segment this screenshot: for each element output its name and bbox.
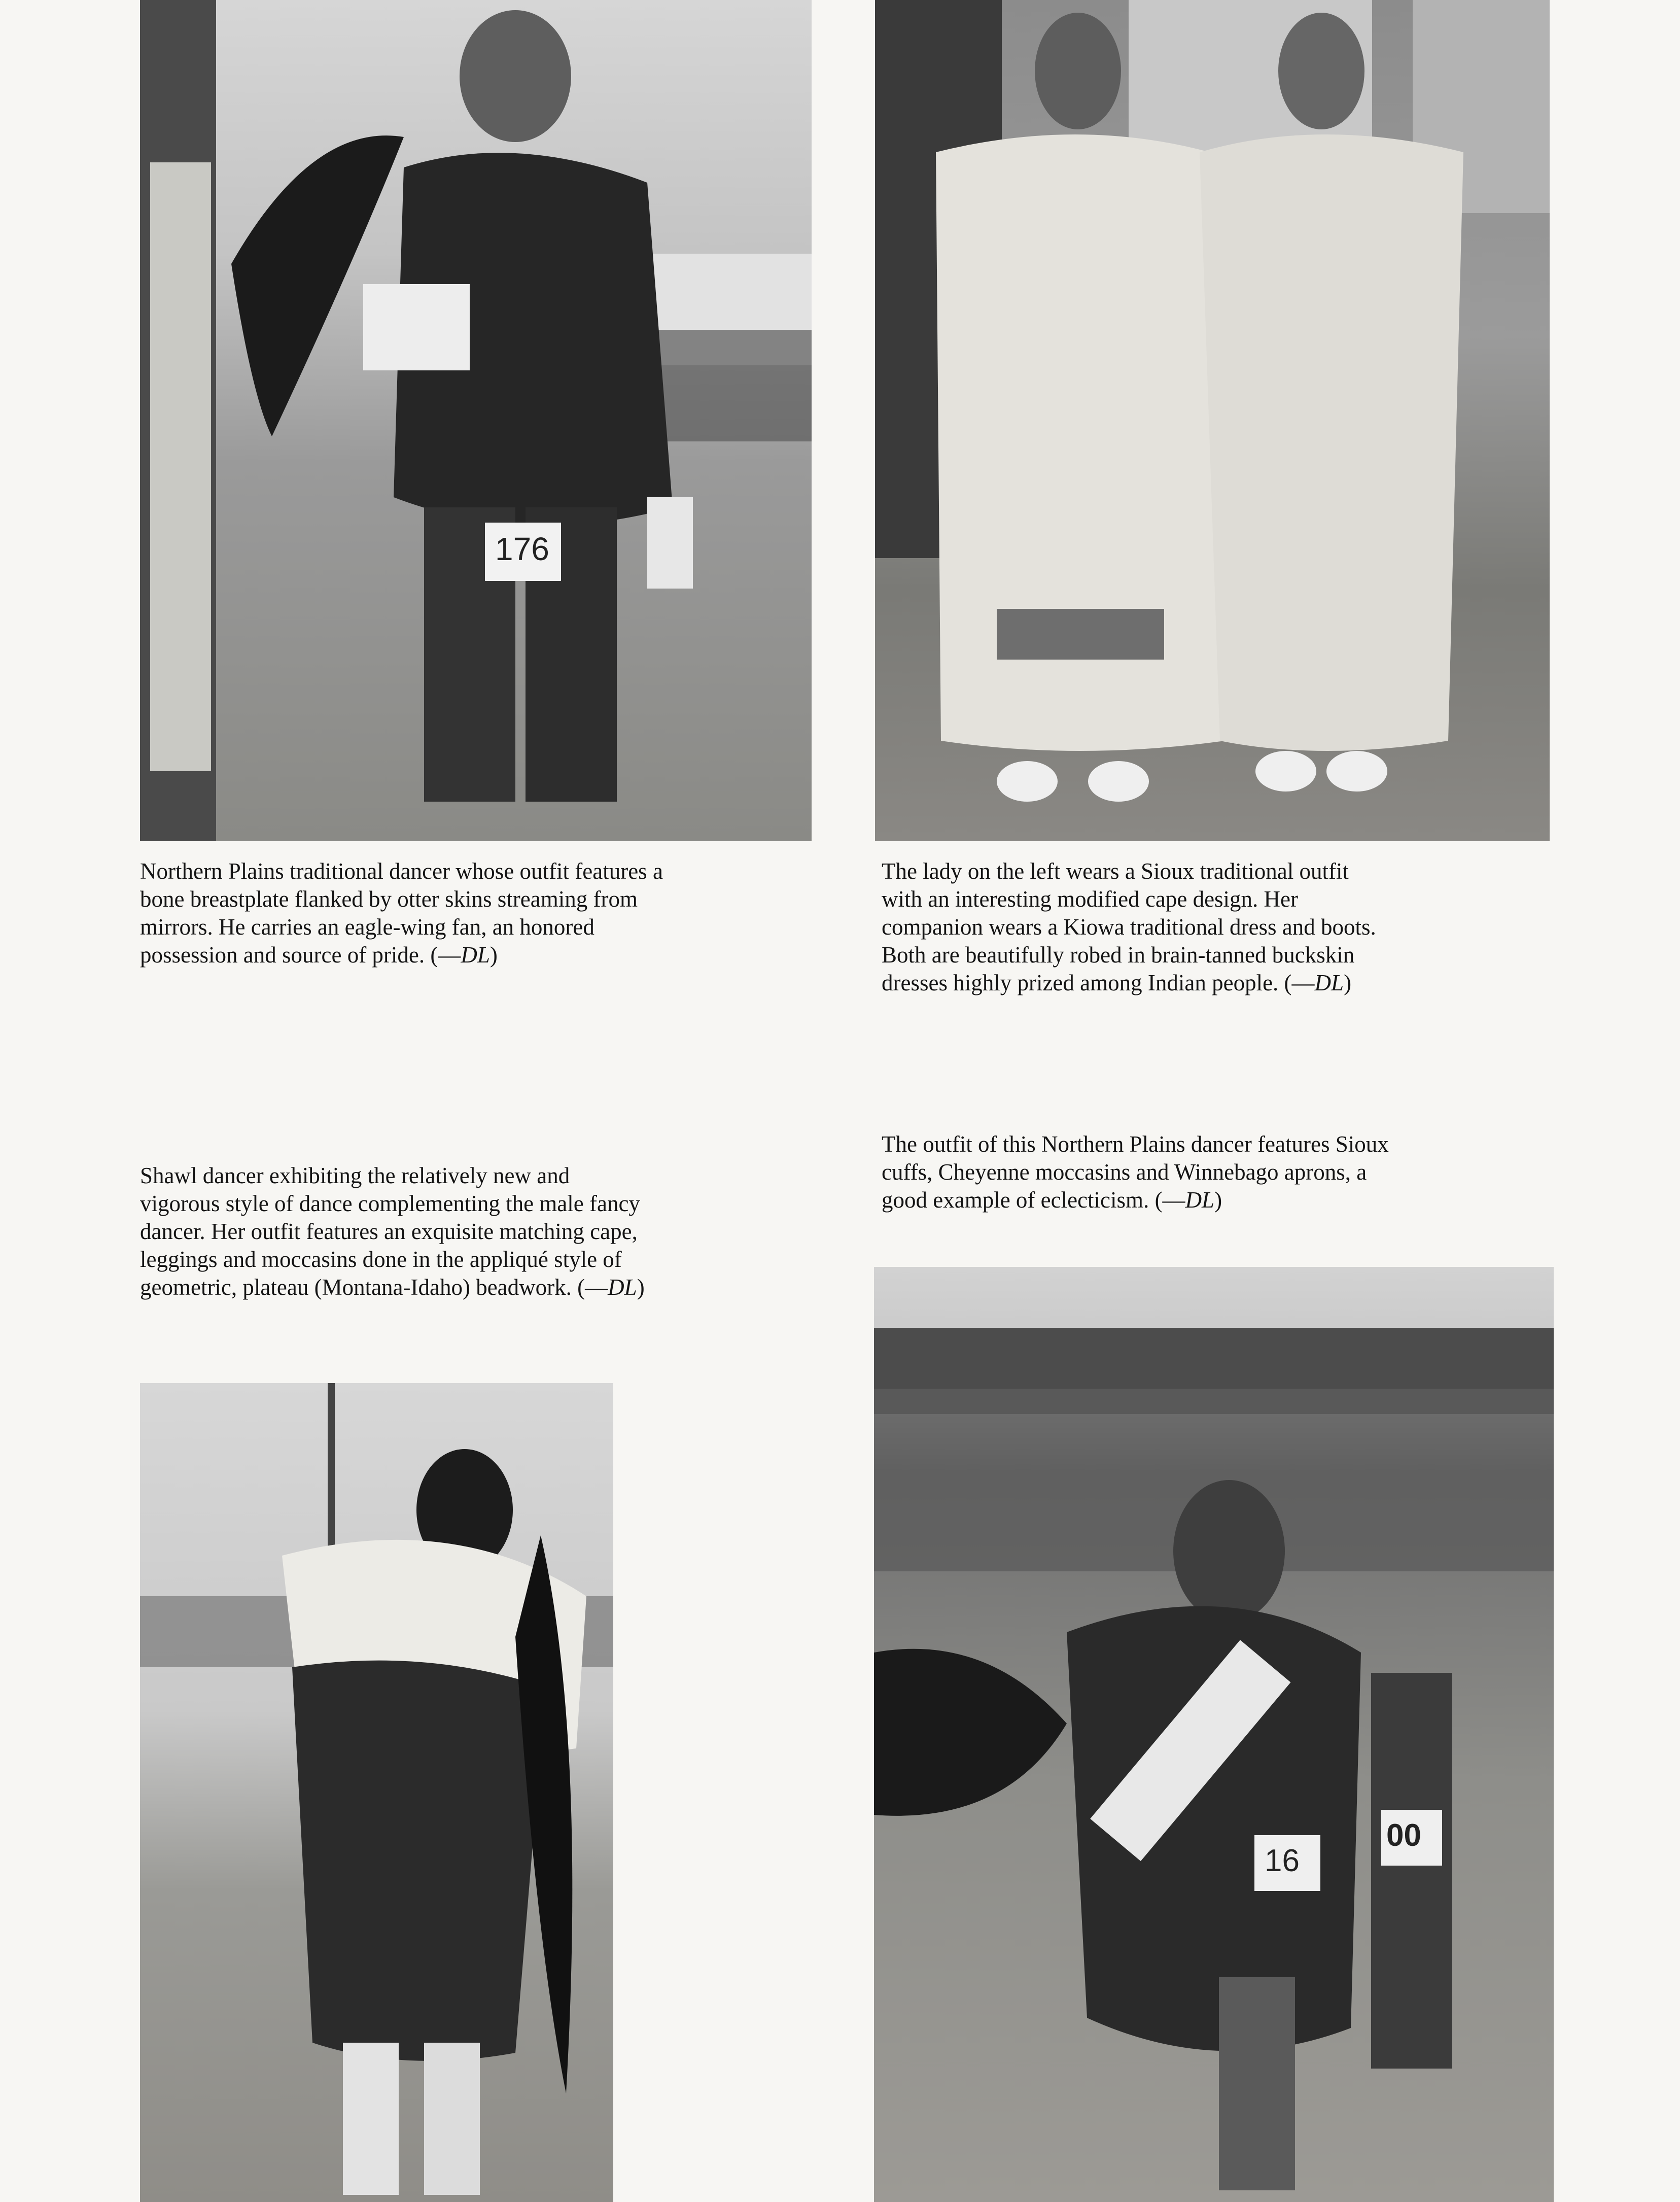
caption-text: Shawl dancer exhibiting the relatively new and vigorous style of dance complementing the male fancy dancer. Her outfit features an exquisite matching cape, leggings and moccasins done in the appliqué style of geometric, plateau (Montana-Idaho) beadwork. bbox=[140, 1163, 640, 1300]
caption-text: Northern Plains traditional dancer whose outfit features a bone breastplate flanked by otter skins streaming from mirrors. He carries an eagle-wing fan, an honored possession and source of pride. bbox=[140, 858, 663, 968]
caption-text: The outfit of this Northern Plains dancer features Sioux cuffs, Cheyenne moccasins and Winnebago aprons, a good example of eclecticism. bbox=[882, 1131, 1389, 1213]
caption-shawl-dancer bbox=[140, 1162, 652, 1301]
photo-traditional-dancer bbox=[140, 0, 812, 841]
dancer-number-card-background: 00 bbox=[1386, 1818, 1421, 1853]
photo-credit-close: ) bbox=[637, 1275, 645, 1300]
photo-credit-initials: DL bbox=[608, 1275, 637, 1300]
photo-credit-open: (— bbox=[1284, 970, 1315, 995]
caption-traditional-dancer bbox=[140, 857, 678, 969]
photo-credit-initials: DL bbox=[1314, 970, 1344, 995]
photo-credit-close: ) bbox=[1214, 1187, 1222, 1213]
photo-shawl-dancer bbox=[140, 1383, 613, 2202]
caption-two-women bbox=[882, 857, 1394, 997]
dancer-number-card: 16 bbox=[1265, 1843, 1300, 1878]
photo-two-women bbox=[875, 0, 1550, 841]
photo-credit-close: ) bbox=[1344, 970, 1352, 995]
photo-credit-open: (— bbox=[577, 1275, 608, 1300]
photo-credit-initials: DL bbox=[1185, 1187, 1215, 1213]
photo-northern-plains-dancer bbox=[874, 1267, 1554, 2202]
caption-northern-plains-dancer bbox=[882, 1130, 1394, 1214]
photo-credit-close: ) bbox=[489, 942, 498, 968]
dancer-number-card: 176 bbox=[495, 531, 549, 567]
photo-credit-open: (— bbox=[430, 942, 461, 968]
photo-credit-initials: DL bbox=[461, 942, 490, 968]
caption-text: The lady on the left wears a Sioux traditional outfit with an interesting modified cape design. Her companion wears a Kiowa traditional dress and boots. Both are beautifully robed in brain-tanned buckskin dresses highly prized among Indian people. bbox=[882, 858, 1376, 995]
photo-credit-open: (— bbox=[1154, 1187, 1185, 1213]
